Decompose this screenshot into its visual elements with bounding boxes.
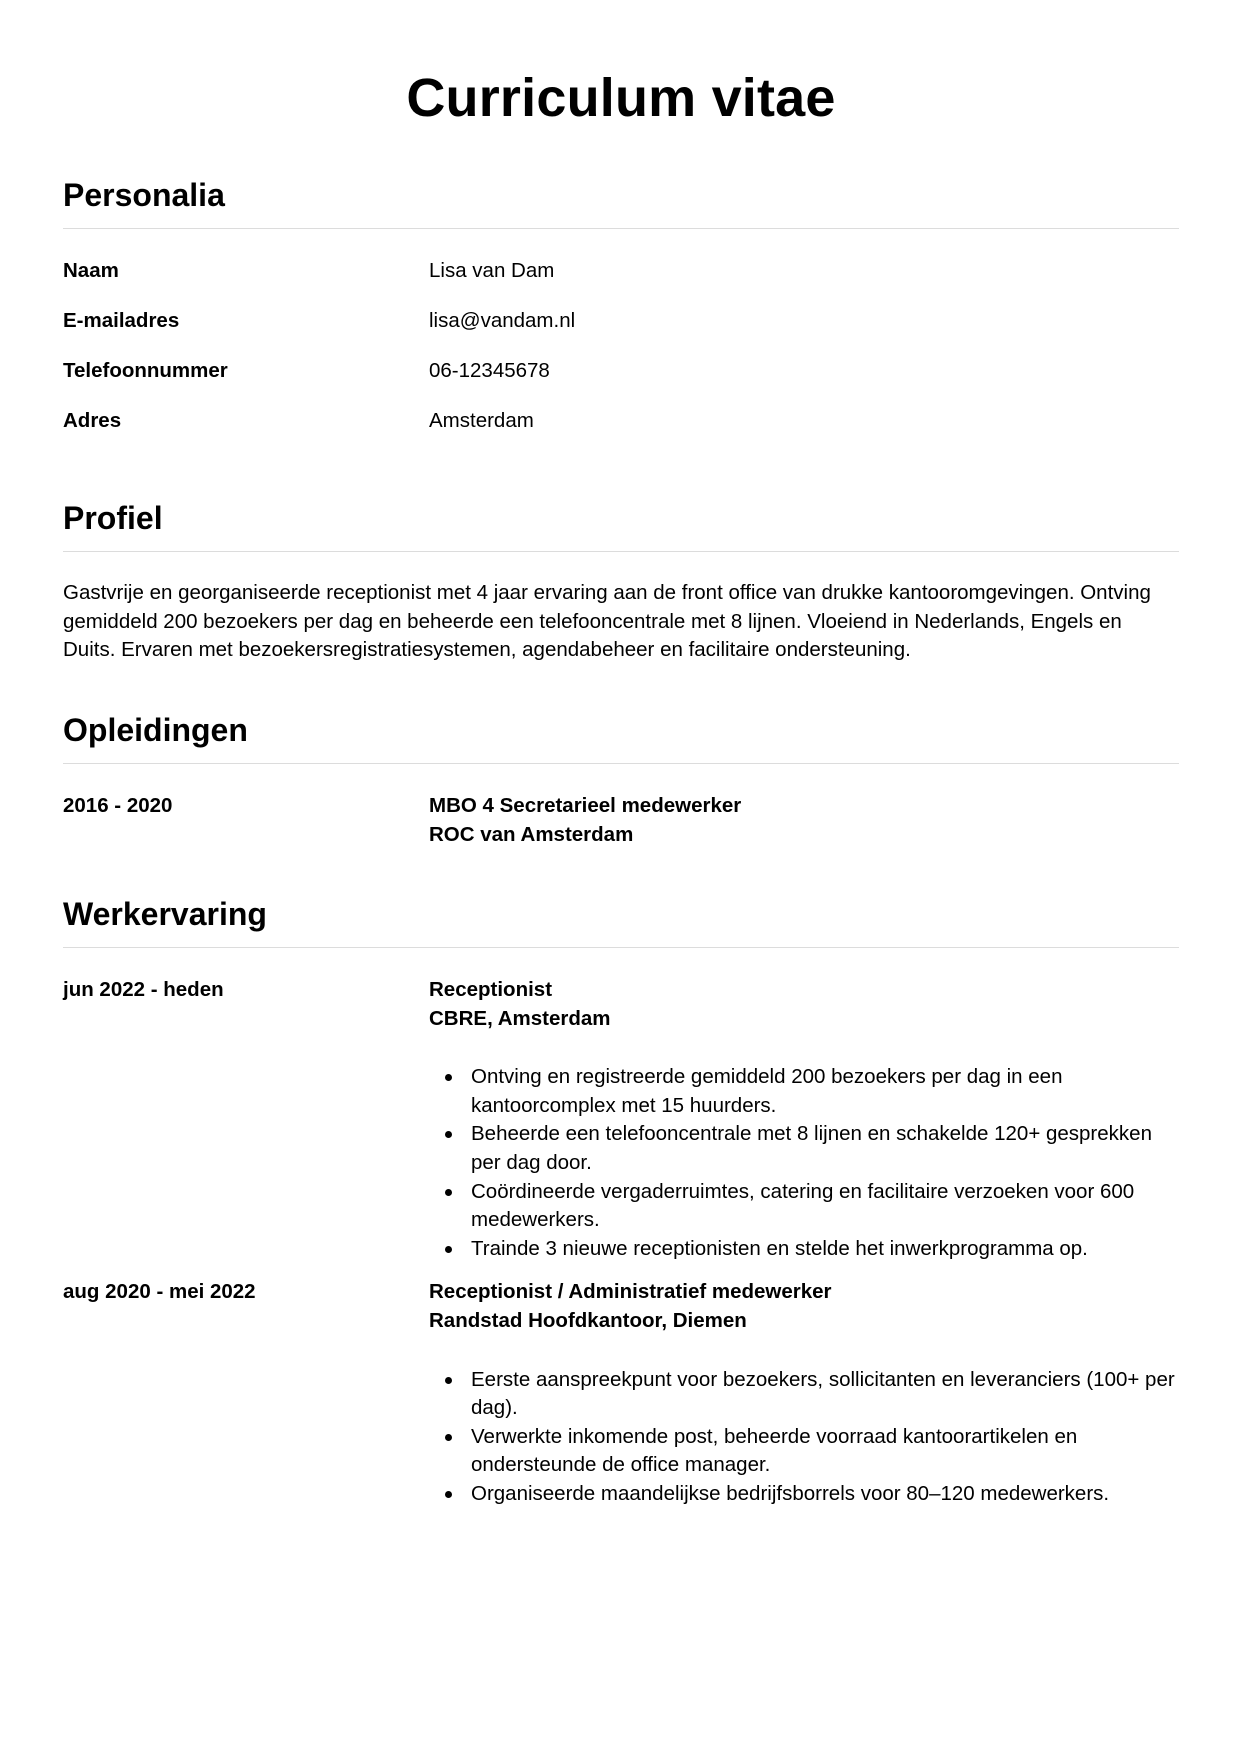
work-period: aug 2020 - mei 2022 [63, 1280, 256, 1304]
education-institution: ROC van Amsterdam [429, 822, 634, 846]
field-label: Adres [63, 409, 122, 432]
work-organization: CBRE, Amsterdam [429, 1006, 611, 1030]
work-title: Receptionist / Administratief medewerker [429, 1280, 832, 1304]
field-label: Telefoonnummer [63, 359, 228, 382]
list-item: Eerste aanspreekpunt voor bezoekers, sollicitanten en leveranciers (100+ per dag). [471, 1366, 1179, 1423]
field-value: lisa@vandam.nl [429, 309, 576, 332]
opleidingen-heading: Opleidingen [63, 709, 1179, 764]
list-item: Verwerkte inkomende post, beheerde voorraad kantoorartikelen en ondersteunde de office manager. [471, 1423, 1179, 1480]
werkervaring-section [63, 893, 1179, 1509]
field-value: Lisa van Dam [429, 259, 555, 282]
work-entry [63, 1278, 1179, 1508]
list-item: Trainde 3 nieuwe receptionisten en stelde het inwerkprogramma op. [471, 1235, 1179, 1264]
work-period: jun 2022 - heden [63, 978, 224, 1001]
personalia-row-email [63, 307, 1179, 357]
education-entry [63, 792, 1179, 849]
profile-summary: Gastvrije en georganiseerde receptionist met 4 jaar ervaring aan de front office van drukke kantooromgevingen. Ontving gemiddeld 200 bezoekers per dag en beheerde een telefooncentrale met 8 lijnen. Vloeiend in Nederlands, Engels en Duits. Ervaren met bezoekersregistratiesystemen, agendabeheer en facilitaire ondersteuning. [63, 581, 1151, 662]
profiel-section [63, 497, 1179, 665]
personalia-row-naam [63, 257, 1179, 307]
opleidingen-section [63, 709, 1179, 849]
education-period: 2016 - 2020 [63, 794, 173, 817]
personalia-heading: Personalia [63, 174, 1179, 229]
personalia-section [63, 174, 1179, 457]
work-entry [63, 976, 1179, 1263]
work-organization: Randstad Hoofdkantoor, Diemen [429, 1308, 747, 1332]
list-item: Beheerde een telefooncentrale met 8 lijnen en schakelde 120+ gesprekken per dag door. [471, 1120, 1179, 1177]
werkervaring-heading: Werkervaring [63, 893, 1179, 948]
list-item: Ontving en registreerde gemiddeld 200 bezoekers per dag in een kantoorcomplex met 15 huurders. [471, 1063, 1179, 1120]
document-title: Curriculum vitae [406, 68, 836, 128]
personalia-row-adres [63, 407, 1179, 457]
field-value: Amsterdam [429, 409, 534, 432]
field-label: Naam [63, 259, 119, 282]
list-item: Organiseerde maandelijkse bedrijfsborrels voor 80–120 medewerkers. [471, 1480, 1179, 1509]
profiel-heading: Profiel [63, 497, 1179, 552]
field-value: 06-12345678 [429, 359, 550, 382]
work-title: Receptionist [429, 978, 553, 1001]
personalia-row-telefoon [63, 357, 1179, 407]
work-bullets [429, 1366, 1179, 1509]
work-bullets [429, 1063, 1179, 1263]
field-label: E-mailadres [63, 309, 180, 332]
list-item: Coördineerde vergaderruimtes, catering en facilitaire verzoeken voor 600 medewerkers. [471, 1178, 1179, 1235]
education-title: MBO 4 Secretarieel medewerker [429, 794, 742, 817]
